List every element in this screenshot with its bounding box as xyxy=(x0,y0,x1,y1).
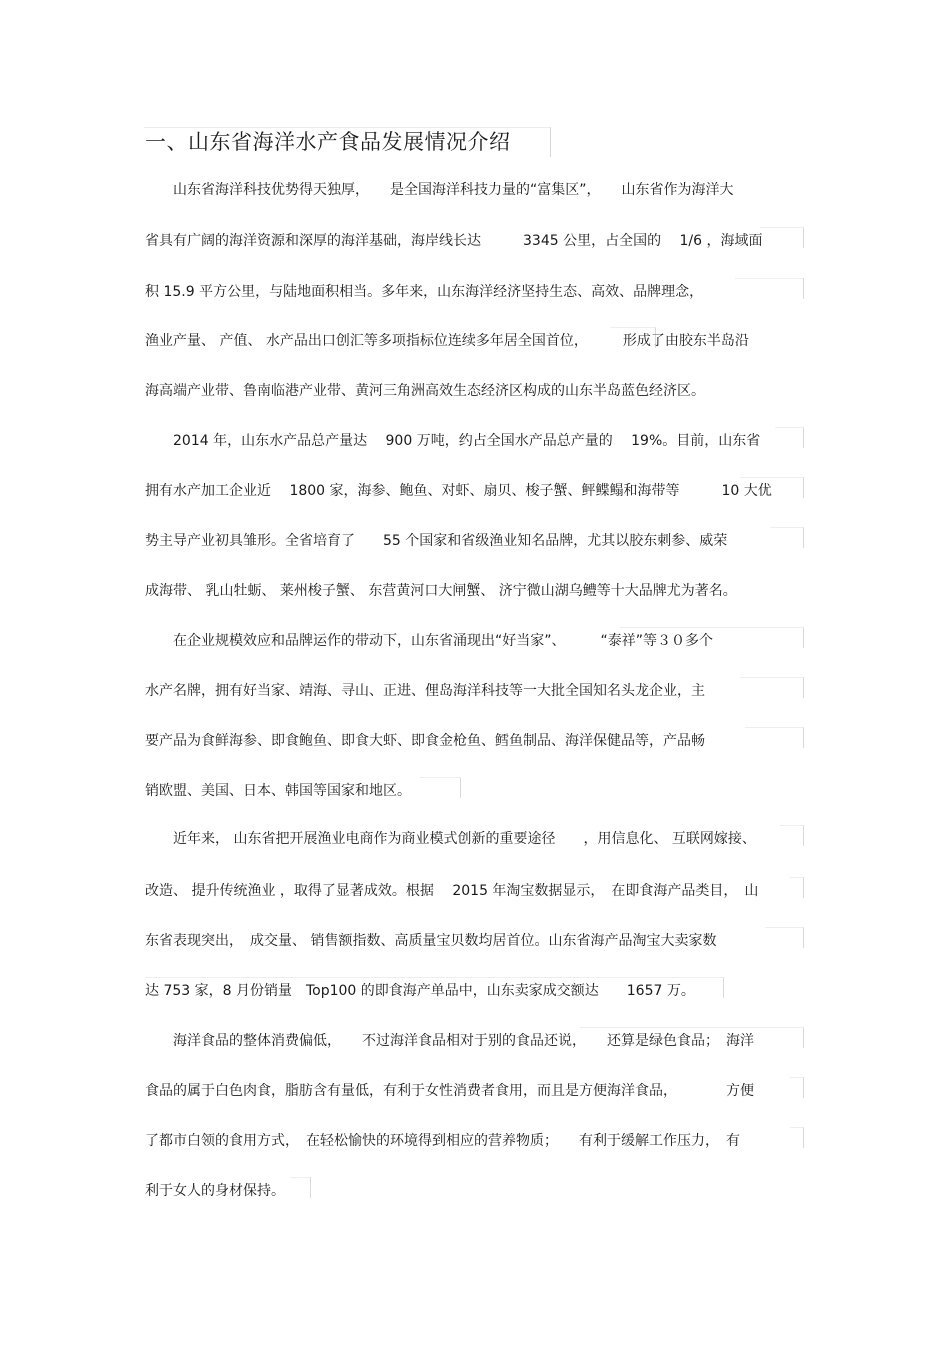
text-line: 近年来， 山东省把开展渔业电商作为商业模式创新的重要途径 ，用信息化、 互联网嫁接、 xyxy=(145,831,756,847)
line-frame xyxy=(765,927,804,948)
text-line: 积 15.9 平方公里，与陆地面积相当。多年来，山东海洋经济坚持生态、高效、品牌理念， xyxy=(145,284,704,300)
text-line: 改造、 提升传统渔业 ，取得了显著成效。根据 2015 年淘宝数据显示， 在即食海产品类目， 山 xyxy=(145,883,759,899)
text-line: 省具有广阔的海洋资源和深厚的海洋基础，海岸线长达 3345 公里，占全国的 1/6 ，海域面 xyxy=(145,233,763,249)
line-frame xyxy=(420,777,461,798)
line-frame xyxy=(740,677,804,698)
text-line: 达 753 家，8 月份销量 Top100 的即食海产单品中，山东卖家成交额达 1657 万。 xyxy=(145,983,695,999)
line-frame xyxy=(780,825,804,846)
text-line: 东省表现突出， 成交量、 销售额指数、高质量宝贝数均居首位。山东省海产品淘宝大卖家数 xyxy=(145,933,717,949)
text-line: 2014 年，山东水产品总产量达 900 万吨，约占全国水产品总产量的 19%。目前，山东省 xyxy=(145,433,761,449)
text-line: 食品的属于白色肉食，脂肪含有量低，有利于女性消费者食用，而且是方便海洋食品， 方便 xyxy=(145,1083,754,1099)
text-line: 成海带、 乳山牡蛎、 莱州梭子蟹、 东营黄河口大闸蟹、 济宁微山湖乌鳢等十大品牌尤为著名。 xyxy=(145,583,737,599)
line-frame xyxy=(790,1077,804,1098)
text-line: 要产品为食鲜海参、即食鲍鱼、即食大虾、即食金枪鱼、鳕鱼制品、海洋保健品等，产品畅 xyxy=(145,733,705,749)
line-frame xyxy=(290,1177,311,1198)
document-title: 一、山东省海洋水产食品发展情况介绍 xyxy=(145,130,511,154)
text-line: 利于女人的身材保持。 xyxy=(145,1183,285,1199)
text-line: 山东省海洋科技优势得天独厚， 是全国海洋科技力量的“富集区”， 山东省作为海洋大 xyxy=(145,182,734,198)
line-frame xyxy=(770,527,804,548)
line-frame xyxy=(760,227,804,248)
text-line: 在企业规模效应和品牌运作的带动下，山东省涌现出“好当家”、 “泰祥”等３０多个 xyxy=(145,633,714,649)
line-frame xyxy=(735,278,804,299)
text-line: 海高端产业带、鲁南临港产业带、黄河三角洲高效生态经济区构成的山东半岛蓝色经济区。 xyxy=(145,383,705,399)
text-line: 拥有水产加工企业近 1800 家，海参、鲍鱼、对虾、扇贝、梭子蟹、鲆鲽鳎和海带等 10 大优 xyxy=(145,483,772,499)
text-line: 势主导产业初具雏形。全省培育了 55 个国家和省级渔业知名品牌，尤其以胶东刺参、威荣 xyxy=(145,533,728,549)
line-frame xyxy=(790,877,804,898)
line-frame xyxy=(775,427,804,448)
line-frame xyxy=(790,1127,804,1148)
text-line: 水产名牌，拥有好当家、靖海、寻山、正进、俚岛海洋科技等一大批全国知名头龙企业，主 xyxy=(145,683,705,699)
text-line: 销欧盟、美国、日本、韩国等国家和地区。 xyxy=(145,783,411,799)
text-line: 了都市白领的食用方式， 在轻松愉快的环境得到相应的营养物质； 有利于缓解工作压力， 有 xyxy=(145,1133,740,1149)
text-line: 海洋食品的整体消费偏低， 不过海洋食品相对于别的食品还说， 还算是绿色食品； 海洋 xyxy=(145,1033,754,1049)
text-line: 渔业产量、 产值、 水产品出口创汇等多项指标位连续多年居全国首位， 形成了由胶东半岛沿 xyxy=(145,333,749,349)
line-frame xyxy=(745,727,804,748)
